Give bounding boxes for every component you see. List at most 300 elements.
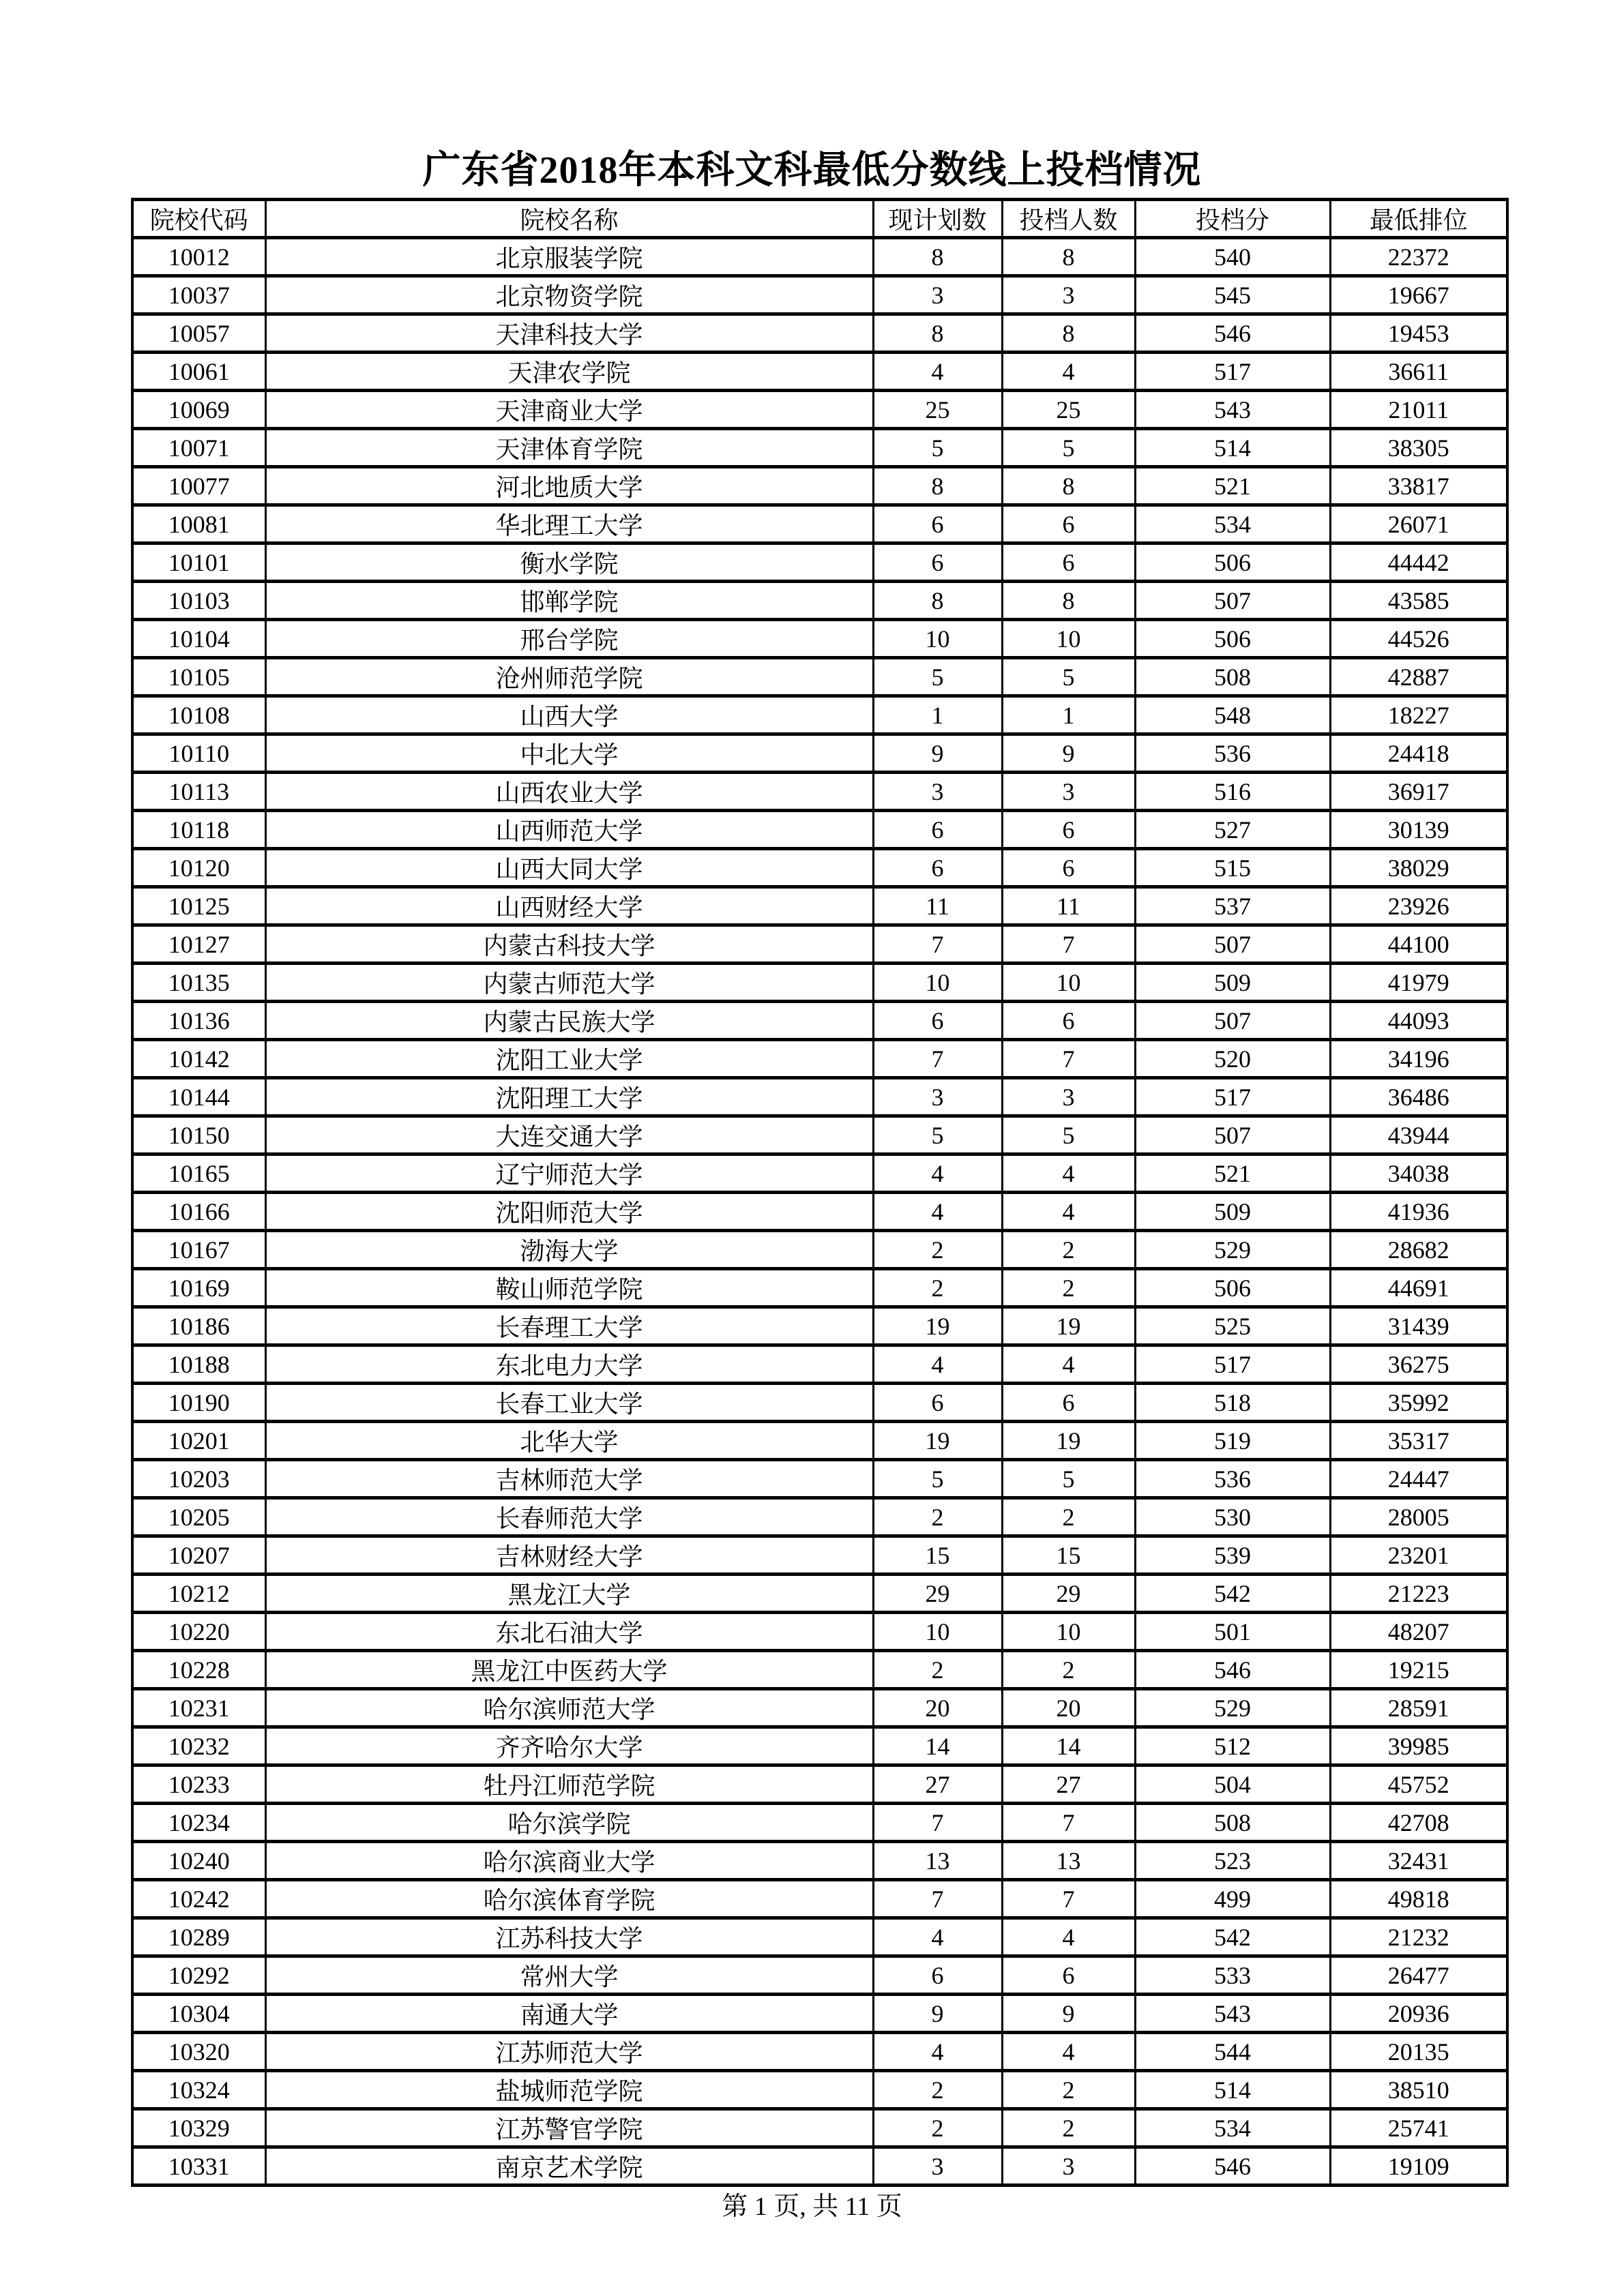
table-cell: 508: [1135, 1804, 1330, 1842]
table-cell: 10220: [132, 1613, 265, 1651]
table-cell: 10: [873, 620, 1002, 658]
col-header-planned-count: 现计划数: [873, 200, 1002, 238]
table-cell: 516: [1135, 773, 1330, 811]
table-cell: 齐齐哈尔大学: [265, 1727, 873, 1765]
table-cell: 6: [1002, 849, 1135, 887]
table-cell: 25: [1002, 391, 1135, 429]
table-row: [132, 2109, 1507, 2147]
table-cell: 521: [1135, 467, 1330, 505]
table-row: [132, 1804, 1507, 1842]
table-cell: 14: [873, 1727, 1002, 1765]
table-cell: 44691: [1330, 1269, 1507, 1307]
table-cell: 22372: [1330, 238, 1507, 276]
table-cell: 35317: [1330, 1422, 1507, 1460]
table-row: [132, 391, 1507, 429]
table-cell: 1: [873, 696, 1002, 734]
table-cell: 4: [873, 1918, 1002, 1956]
table-cell: 10081: [132, 505, 265, 543]
table-cell: 23926: [1330, 887, 1507, 925]
table-row: [132, 505, 1507, 543]
table-cell: 10: [873, 1613, 1002, 1651]
table-cell: 10105: [132, 658, 265, 696]
col-header-lowest-rank: 最低排位: [1330, 200, 1507, 238]
table-cell: 20: [873, 1689, 1002, 1727]
table-header-row: [132, 200, 1507, 238]
table-row: [132, 467, 1507, 505]
table-cell: 天津商业大学: [265, 391, 873, 429]
table-cell: 506: [1135, 620, 1330, 658]
table-cell: 28682: [1330, 1231, 1507, 1269]
table-cell: 10203: [132, 1460, 265, 1498]
table-cell: 26071: [1330, 505, 1507, 543]
table-cell: 10: [1002, 1613, 1135, 1651]
table-row: [132, 1422, 1507, 1460]
table-cell: 10: [1002, 620, 1135, 658]
table-cell: 19109: [1330, 2147, 1507, 2186]
table-cell: 548: [1135, 696, 1330, 734]
table-cell: 6: [873, 505, 1002, 543]
table-cell: 10234: [132, 1804, 265, 1842]
table-cell: 2: [1002, 1231, 1135, 1269]
table-cell: 10104: [132, 620, 265, 658]
table-cell: 10061: [132, 353, 265, 391]
table-cell: 4: [1002, 353, 1135, 391]
table-cell: 2: [873, 2071, 1002, 2109]
table-cell: 533: [1135, 1956, 1330, 1995]
table-cell: 20936: [1330, 1995, 1507, 2033]
table-cell: 9: [1002, 734, 1135, 773]
table-cell: 529: [1135, 1689, 1330, 1727]
table-cell: 43944: [1330, 1116, 1507, 1154]
table-cell: 10212: [132, 1575, 265, 1613]
table-cell: 2: [1002, 1269, 1135, 1307]
table-cell: 499: [1135, 1880, 1330, 1918]
table-cell: 6: [873, 849, 1002, 887]
table-cell: 6: [873, 811, 1002, 849]
table-row: [132, 582, 1507, 620]
table-cell: 501: [1135, 1613, 1330, 1651]
table-row: [132, 1078, 1507, 1116]
table-cell: 吉林师范大学: [265, 1460, 873, 1498]
table-cell: 北京服装学院: [265, 238, 873, 276]
table-row: [132, 1956, 1507, 1995]
table-cell: 10069: [132, 391, 265, 429]
table-cell: 哈尔滨学院: [265, 1804, 873, 1842]
table-cell: 27: [873, 1765, 1002, 1804]
table-row: [132, 314, 1507, 353]
table-cell: 7: [873, 1804, 1002, 1842]
table-cell: 10169: [132, 1269, 265, 1307]
table-cell: 20135: [1330, 2033, 1507, 2071]
table-cell: 黑龙江大学: [265, 1575, 873, 1613]
table-cell: 长春工业大学: [265, 1384, 873, 1422]
table-row: [132, 1116, 1507, 1154]
table-cell: 10289: [132, 1918, 265, 1956]
table-cell: 5: [873, 1116, 1002, 1154]
table-cell: 509: [1135, 1193, 1330, 1231]
table-cell: 25: [873, 391, 1002, 429]
table-row: [132, 1689, 1507, 1727]
table-cell: 山西财经大学: [265, 887, 873, 925]
table-cell: 哈尔滨商业大学: [265, 1842, 873, 1880]
table-cell: 38305: [1330, 429, 1507, 467]
table-cell: 10144: [132, 1078, 265, 1116]
table-cell: 21011: [1330, 391, 1507, 429]
table-row: [132, 1880, 1507, 1918]
table-row: [132, 1002, 1507, 1040]
table-cell: 5: [1002, 429, 1135, 467]
table-cell: 8: [873, 314, 1002, 353]
table-cell: 534: [1135, 505, 1330, 543]
table-cell: 沧州师范学院: [265, 658, 873, 696]
table-cell: 523: [1135, 1842, 1330, 1880]
table-cell: 10108: [132, 696, 265, 734]
table-cell: 20: [1002, 1689, 1135, 1727]
table-cell: 10165: [132, 1154, 265, 1193]
table-cell: 天津体育学院: [265, 429, 873, 467]
table-cell: 31439: [1330, 1307, 1507, 1345]
table-cell: 2: [1002, 2071, 1135, 2109]
table-row: [132, 773, 1507, 811]
table-cell: 4: [873, 353, 1002, 391]
table-cell: 518: [1135, 1384, 1330, 1422]
table-cell: 507: [1135, 925, 1330, 964]
table-row: [132, 1040, 1507, 1078]
table-cell: 506: [1135, 543, 1330, 582]
table-cell: 吉林财经大学: [265, 1536, 873, 1575]
table-cell: 10120: [132, 849, 265, 887]
table-cell: 10207: [132, 1536, 265, 1575]
table-cell: 19453: [1330, 314, 1507, 353]
table-cell: 内蒙古师范大学: [265, 964, 873, 1002]
table-row: [132, 353, 1507, 391]
table-cell: 1: [1002, 696, 1135, 734]
table-cell: 6: [1002, 543, 1135, 582]
table-cell: 14: [1002, 1727, 1135, 1765]
table-cell: 42708: [1330, 1804, 1507, 1842]
table-cell: 2: [1002, 1651, 1135, 1689]
table-row: [132, 1154, 1507, 1193]
table-cell: 5: [873, 1460, 1002, 1498]
table-cell: 11: [1002, 887, 1135, 925]
table-row: [132, 964, 1507, 1002]
table-cell: 10190: [132, 1384, 265, 1422]
table-cell: 7: [1002, 1880, 1135, 1918]
table-row: [132, 1842, 1507, 1880]
table-cell: 19: [873, 1307, 1002, 1345]
table-cell: 21223: [1330, 1575, 1507, 1613]
table-cell: 504: [1135, 1765, 1330, 1804]
table-row: [132, 2147, 1507, 2186]
table-cell: 507: [1135, 582, 1330, 620]
table-cell: 10113: [132, 773, 265, 811]
table-cell: 28591: [1330, 1689, 1507, 1727]
table-cell: 10101: [132, 543, 265, 582]
table-row: [132, 849, 1507, 887]
table-row: [132, 1995, 1507, 2033]
table-cell: 牡丹江师范学院: [265, 1765, 873, 1804]
table-cell: 10331: [132, 2147, 265, 2186]
table-cell: 10118: [132, 811, 265, 849]
table-cell: 10012: [132, 238, 265, 276]
table-cell: 540: [1135, 238, 1330, 276]
table-cell: 衡水学院: [265, 543, 873, 582]
table-cell: 4: [1002, 2033, 1135, 2071]
table-cell: 9: [873, 734, 1002, 773]
table-cell: 21232: [1330, 1918, 1507, 1956]
table-cell: 539: [1135, 1536, 1330, 1575]
table-cell: 44093: [1330, 1002, 1507, 1040]
table-cell: 9: [1002, 1995, 1135, 2033]
table-row: [132, 1536, 1507, 1575]
table-cell: 哈尔滨师范大学: [265, 1689, 873, 1727]
table-cell: 544: [1135, 2033, 1330, 2071]
table-row: [132, 429, 1507, 467]
table-cell: 514: [1135, 2071, 1330, 2109]
table-cell: 23201: [1330, 1536, 1507, 1575]
table-row: [132, 543, 1507, 582]
table-cell: 525: [1135, 1307, 1330, 1345]
table-cell: 8: [873, 582, 1002, 620]
table-cell: 邯郸学院: [265, 582, 873, 620]
table-cell: 10201: [132, 1422, 265, 1460]
table-row: [132, 1727, 1507, 1765]
table-row: [132, 1613, 1507, 1651]
table-cell: 10142: [132, 1040, 265, 1078]
table-cell: 29: [873, 1575, 1002, 1613]
table-cell: 521: [1135, 1154, 1330, 1193]
table-cell: 8: [1002, 314, 1135, 353]
table-cell: 10166: [132, 1193, 265, 1231]
table-row: [132, 1345, 1507, 1384]
col-header-filed-count: 投档人数: [1002, 200, 1135, 238]
table-cell: 542: [1135, 1918, 1330, 1956]
col-header-institution-code: 院校代码: [132, 200, 265, 238]
table-row: [132, 1651, 1507, 1689]
table-row: [132, 887, 1507, 925]
table-cell: 北华大学: [265, 1422, 873, 1460]
table-cell: 536: [1135, 1460, 1330, 1498]
table-row: [132, 696, 1507, 734]
table-cell: 6: [1002, 1384, 1135, 1422]
table-cell: 4: [1002, 1345, 1135, 1384]
table-cell: 19: [1002, 1307, 1135, 1345]
table-cell: 10205: [132, 1498, 265, 1536]
table-row: [132, 1460, 1507, 1498]
table-cell: 517: [1135, 1345, 1330, 1384]
table-cell: 44526: [1330, 620, 1507, 658]
table-cell: 543: [1135, 391, 1330, 429]
table-cell: 2: [873, 1651, 1002, 1689]
table-cell: 38029: [1330, 849, 1507, 887]
table-cell: 南京艺术学院: [265, 2147, 873, 2186]
table-cell: 7: [873, 925, 1002, 964]
table-cell: 5: [873, 658, 1002, 696]
table-cell: 6: [1002, 1956, 1135, 1995]
table-cell: 546: [1135, 1651, 1330, 1689]
table-cell: 10: [873, 964, 1002, 1002]
table-cell: 10037: [132, 276, 265, 314]
table-row: [132, 925, 1507, 964]
table-cell: 49818: [1330, 1880, 1507, 1918]
table-cell: 529: [1135, 1231, 1330, 1269]
table-cell: 沈阳工业大学: [265, 1040, 873, 1078]
table-cell: 4: [873, 1345, 1002, 1384]
table-cell: 5: [1002, 1116, 1135, 1154]
table-cell: 天津科技大学: [265, 314, 873, 353]
table-cell: 4: [1002, 1918, 1135, 1956]
table-cell: 10188: [132, 1345, 265, 1384]
table-cell: 3: [873, 1078, 1002, 1116]
table-cell: 邢台学院: [265, 620, 873, 658]
table-cell: 24418: [1330, 734, 1507, 773]
col-header-institution-name: 院校名称: [265, 200, 873, 238]
table-row: [132, 1575, 1507, 1613]
table-cell: 8: [1002, 238, 1135, 276]
table-cell: 509: [1135, 964, 1330, 1002]
table-cell: 10135: [132, 964, 265, 1002]
table-cell: 6: [1002, 1002, 1135, 1040]
table-cell: 517: [1135, 353, 1330, 391]
table-cell: 内蒙古科技大学: [265, 925, 873, 964]
table-cell: 河北地质大学: [265, 467, 873, 505]
table-cell: 507: [1135, 1002, 1330, 1040]
table-cell: 543: [1135, 1995, 1330, 2033]
table-cell: 515: [1135, 849, 1330, 887]
table-cell: 514: [1135, 429, 1330, 467]
table-cell: 江苏师范大学: [265, 2033, 873, 2071]
table-cell: 519: [1135, 1422, 1330, 1460]
table-cell: 辽宁师范大学: [265, 1154, 873, 1193]
table-cell: 6: [1002, 811, 1135, 849]
table-cell: 中北大学: [265, 734, 873, 773]
table-row: [132, 1498, 1507, 1536]
table-cell: 7: [1002, 1040, 1135, 1078]
table-cell: 2: [873, 1269, 1002, 1307]
table-cell: 10320: [132, 2033, 265, 2071]
table-cell: 36486: [1330, 1078, 1507, 1116]
table-cell: 48207: [1330, 1613, 1507, 1651]
table-row: [132, 238, 1507, 276]
table-cell: 10110: [132, 734, 265, 773]
table-cell: 19: [1002, 1422, 1135, 1460]
table-cell: 10057: [132, 314, 265, 353]
table-cell: 4: [873, 1154, 1002, 1193]
table-cell: 大连交通大学: [265, 1116, 873, 1154]
table-cell: 39985: [1330, 1727, 1507, 1765]
table-cell: 8: [1002, 582, 1135, 620]
table-cell: 4: [1002, 1193, 1135, 1231]
table-cell: 34196: [1330, 1040, 1507, 1078]
table-cell: 29: [1002, 1575, 1135, 1613]
page-number: 第 1 页, 共 11 页: [722, 2192, 902, 2221]
table-row: [132, 2071, 1507, 2109]
table-cell: 41936: [1330, 1193, 1507, 1231]
table-cell: 沈阳师范大学: [265, 1193, 873, 1231]
table-cell: 鞍山师范学院: [265, 1269, 873, 1307]
table-row: [132, 620, 1507, 658]
table-cell: 520: [1135, 1040, 1330, 1078]
table-cell: 3: [873, 773, 1002, 811]
table-row: [132, 734, 1507, 773]
table-cell: 山西大学: [265, 696, 873, 734]
table-cell: 44100: [1330, 925, 1507, 964]
table-cell: 盐城师范学院: [265, 2071, 873, 2109]
table-cell: 10103: [132, 582, 265, 620]
table-cell: 36611: [1330, 353, 1507, 391]
table-cell: 27: [1002, 1765, 1135, 1804]
table-cell: 4: [873, 1193, 1002, 1231]
table-cell: 7: [873, 1880, 1002, 1918]
table-cell: 江苏警官学院: [265, 2109, 873, 2147]
table-cell: 3: [873, 276, 1002, 314]
table-cell: 8: [873, 467, 1002, 505]
table-cell: 8: [873, 238, 1002, 276]
table-cell: 3: [1002, 2147, 1135, 2186]
table-cell: 10077: [132, 467, 265, 505]
table-cell: 长春理工大学: [265, 1307, 873, 1345]
table-cell: 36275: [1330, 1345, 1507, 1384]
table-cell: 3: [1002, 773, 1135, 811]
table-cell: 517: [1135, 1078, 1330, 1116]
table-cell: 华北理工大学: [265, 505, 873, 543]
table-row: [132, 1231, 1507, 1269]
table-cell: 常州大学: [265, 1956, 873, 1995]
table-cell: 10232: [132, 1727, 265, 1765]
table-cell: 15: [873, 1536, 1002, 1575]
table-cell: 沈阳理工大学: [265, 1078, 873, 1116]
table-cell: 3: [1002, 1078, 1135, 1116]
table-cell: 黑龙江中医药大学: [265, 1651, 873, 1689]
table-cell: 2: [873, 2109, 1002, 2147]
table-cell: 527: [1135, 811, 1330, 849]
table-cell: 渤海大学: [265, 1231, 873, 1269]
table-cell: 10127: [132, 925, 265, 964]
table-cell: 山西师范大学: [265, 811, 873, 849]
table-cell: 6: [1002, 505, 1135, 543]
table-cell: 10292: [132, 1956, 265, 1995]
table-cell: 506: [1135, 1269, 1330, 1307]
table-cell: 536: [1135, 734, 1330, 773]
table-cell: 哈尔滨体育学院: [265, 1880, 873, 1918]
table-cell: 7: [1002, 925, 1135, 964]
table-cell: 9: [873, 1995, 1002, 2033]
table-cell: 508: [1135, 658, 1330, 696]
table-cell: 19: [873, 1422, 1002, 1460]
table-cell: 6: [873, 1956, 1002, 1995]
table-cell: 南通大学: [265, 1995, 873, 2033]
table-cell: 11: [873, 887, 1002, 925]
table-cell: 36917: [1330, 773, 1507, 811]
table-cell: 19667: [1330, 276, 1507, 314]
table-cell: 45752: [1330, 1765, 1507, 1804]
table-row: [132, 1765, 1507, 1804]
table-cell: 10240: [132, 1842, 265, 1880]
table-cell: 28005: [1330, 1498, 1507, 1536]
table-cell: 3: [1002, 276, 1135, 314]
table-cell: 天津农学院: [265, 353, 873, 391]
table-cell: 东北电力大学: [265, 1345, 873, 1384]
table-cell: 5: [1002, 658, 1135, 696]
table-cell: 10: [1002, 964, 1135, 1002]
table-cell: 5: [873, 429, 1002, 467]
table-cell: 2: [1002, 1498, 1135, 1536]
table-cell: 10324: [132, 2071, 265, 2109]
table-row: [132, 1269, 1507, 1307]
table-cell: 2: [873, 1498, 1002, 1536]
table-cell: 2: [1002, 2109, 1135, 2147]
table-cell: 546: [1135, 2147, 1330, 2186]
